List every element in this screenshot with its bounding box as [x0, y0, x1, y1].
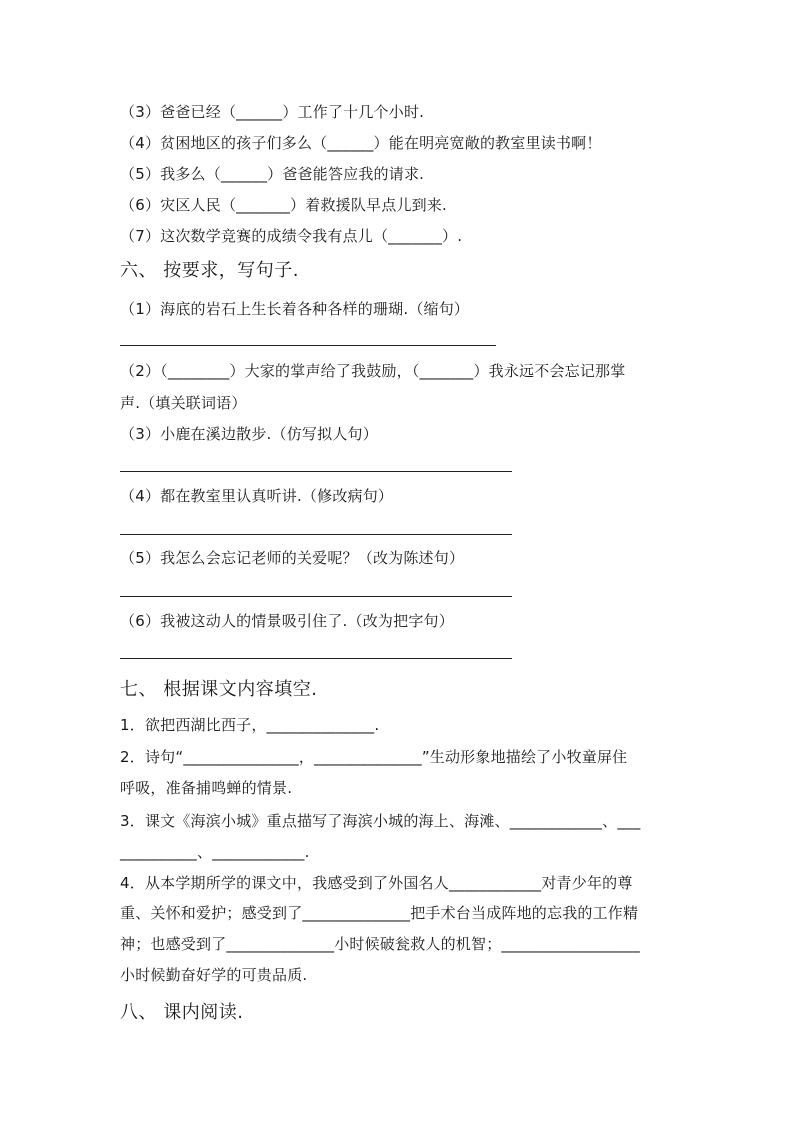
s6-question-1: （1）海底的岩石上生长着各种各样的珊瑚.（缩句）	[120, 300, 470, 318]
s7-question-1: 1．欲把西湖比西子，______________.	[120, 716, 380, 734]
section-8-heading: 八、 课内阅读.	[120, 1002, 244, 1023]
fill-item-6: （6）灾区人民（_______）着救援队早点儿到来.	[120, 196, 448, 214]
s7-question-4-line3: 神；也感受到了______________小时候破瓮救人的机智；__________________	[120, 935, 641, 953]
section-7-heading: 七、 根据课文内容填空.	[120, 679, 318, 700]
s6-question-2-line2: 声.（填关联词语）	[120, 394, 247, 412]
fill-item-3: （3）爸爸已经（______）工作了十几个小时.	[120, 103, 425, 121]
s7-question-3-line1: 3．课文《海滨小城》重点描写了海滨小城的海上、海滩、____________、___	[120, 812, 641, 830]
s6-question-4: （4）都在教室里认真听讲.（修改病句）	[120, 487, 394, 505]
fill-item-5: （5）我多么（______）爸爸能答应我的请求.	[120, 165, 425, 183]
s7-question-3-line2: __________、____________.	[120, 843, 310, 861]
s6-answer-line-5[interactable]	[120, 596, 512, 597]
s6-answer-line-1[interactable]	[120, 345, 496, 346]
s7-question-4-line1: 4．从本学期所学的课文中，我感受到了外国名人____________对青少年的尊	[120, 874, 633, 892]
s7-question-2-line2: 呼吸，准备捕鸣蝉的情景.	[120, 779, 293, 797]
fill-item-4: （4）贫困地区的孩子们多么（______）能在明亮宽敞的教室里读书啊！	[120, 134, 602, 152]
s7-question-2-line1: 2．诗句“_______________，______________”生动形象地描绘了小牧童屏住	[120, 748, 628, 766]
s6-question-3: （3）小鹿在溪边散步.（仿写拟人句）	[120, 425, 378, 443]
s6-answer-line-6[interactable]	[120, 658, 512, 659]
s6-question-2-line1: （2）（________）大家的掌声给了我鼓励，（_______）我永远不会忘记那掌	[120, 362, 626, 380]
fill-item-7: （7）这次数学竞赛的成绩令我有点儿（_______）.	[120, 227, 463, 245]
s6-question-5: （5）我怎么会忘记老师的关爱呢？（改为陈述句）	[120, 549, 465, 567]
s6-question-6: （6）我被这动人的情景吸引住了.（改为把字句）	[120, 612, 454, 630]
s6-answer-line-4[interactable]	[120, 534, 512, 535]
s6-answer-line-3[interactable]	[120, 471, 512, 472]
s7-question-4-line2: 重、关怀和爱护；感受到了______________把手术台当成阵地的忘我的工作精	[120, 904, 639, 922]
section-6-heading: 六、 按要求，写句子.	[120, 260, 299, 281]
s7-question-4-line4: 小时候勤奋好学的可贵品质.	[120, 966, 308, 984]
